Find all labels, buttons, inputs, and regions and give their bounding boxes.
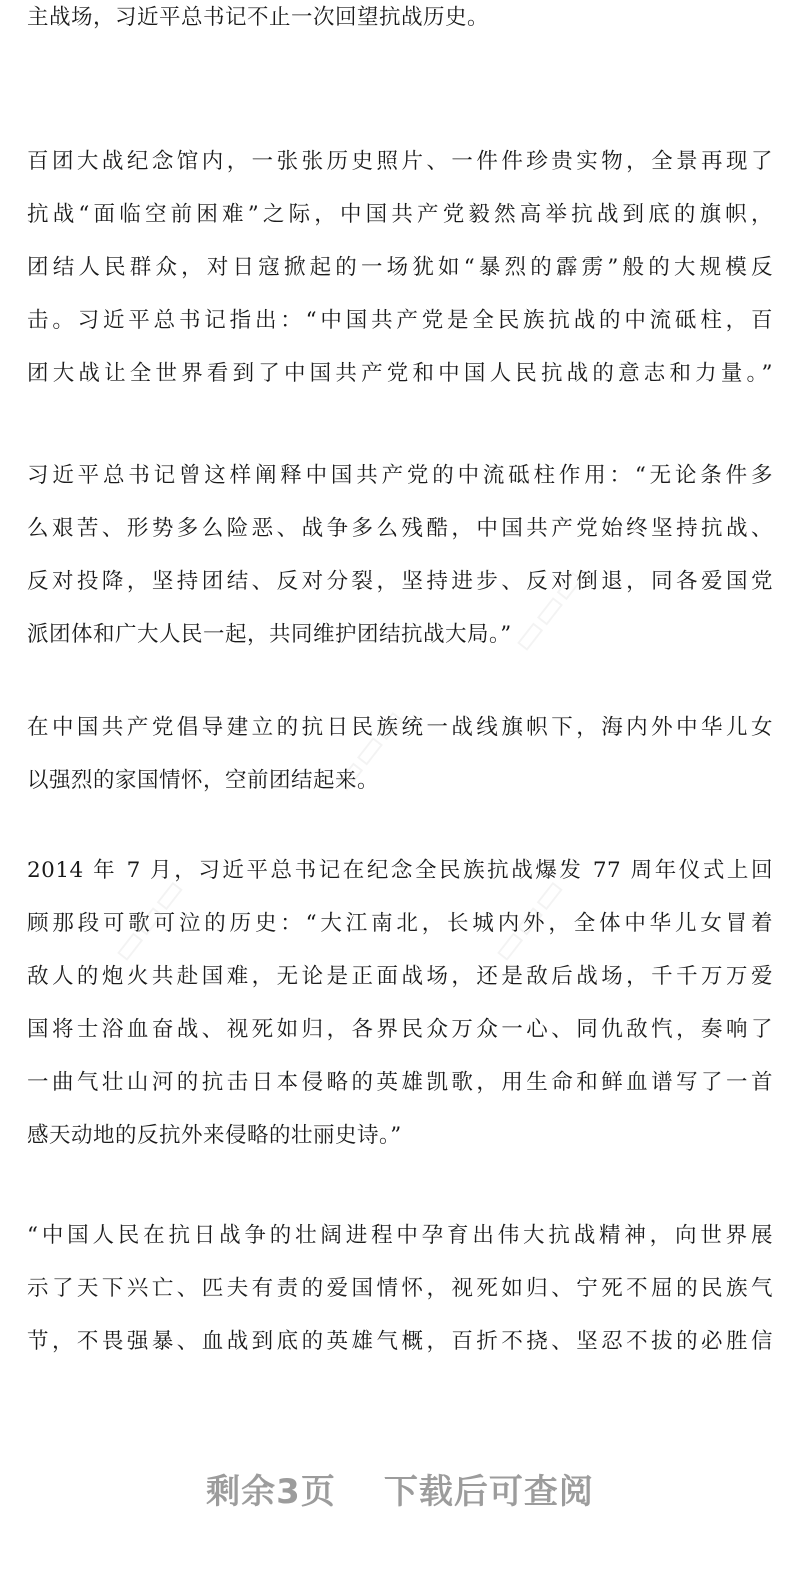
paragraph-line: 么艰苦、形势多么险恶、战争多么残酷，中国共产党始终坚持抗战、 (27, 516, 773, 541)
watermark-mark: ▭▭▭ (502, 559, 594, 661)
paragraph-line: 以强烈的家国情怀，空前团结起来。 (27, 768, 380, 793)
paragraph-line: 在中国共产党倡导建立的抗日民族统一战线旗帜下，海内外中华儿女 (27, 715, 773, 740)
paragraph-line: 顾那段可歌可泣的历史：“大江南北，长城内外，全体中华儿女冒着 (27, 911, 773, 936)
paragraph-line: 击。习近平总书记指出：“中国共产党是全民族抗战的中流砥柱，百 (27, 308, 773, 333)
download-prompt[interactable] (0, 1462, 800, 1522)
paragraph-line: 团结人民群众，对日寇掀起的一场犹如“暴烈的霹雳”般的大规模反 (27, 255, 773, 280)
download-to-view-label: 下载后可查阅 (383, 1472, 594, 1512)
paragraph-line: 一曲气壮山河的抗击日本侵略的英雄凯歌，用生命和鲜血谱写了一首 (27, 1070, 773, 1095)
watermark-mark: ▭▭▭ (102, 869, 194, 971)
paragraph-line: 百团大战纪念馆内，一张张历史照片、一件件珍贵实物，全景再现了 (27, 149, 773, 174)
paragraph-line: 示了天下兴亡、匹夫有责的爱国情怀，视死如归、宁死不屈的民族气 (27, 1276, 773, 1301)
paragraph-line: 敌人的炮火共赴国难，无论是正面战场，还是敌后战场，千千万万爱 (27, 964, 773, 989)
paragraph-line: 节，不畏强暴、血战到底的英雄气概，百折不挠、坚忍不拔的必胜信 (27, 1329, 773, 1354)
paragraph-line: 反对投降，坚持团结、反对分裂，坚持进步、反对倒退，同各爱国党 (27, 569, 773, 594)
paragraph-line: “中国人民在抗日战争的壮阔进程中孕育出伟大抗战精神，向世界展 (27, 1223, 773, 1248)
paragraph-line: 团大战让全世界看到了中国共产党和中国人民抗战的意志和力量。” (27, 361, 773, 386)
paragraph-line: 主战场，习近平总书记不止一次回望抗战历史。 (27, 5, 490, 30)
watermark-mark: ▭▭▭ (482, 869, 574, 971)
paragraph-line: 2014 年 7 月，习近平总书记在纪念全民族抗战爆发 77 周年仪式上回 (27, 858, 773, 883)
remaining-pages-label: 剩余3页 (206, 1472, 336, 1512)
paragraph-line: 抗战“面临空前困难”之际，中国共产党毅然高举抗战到底的旗帜， (27, 202, 773, 227)
paragraph-line: 习近平总书记曾这样阐释中国共产党的中流砥柱作用：“无论条件多 (27, 463, 773, 488)
paragraph-line: 派团体和广大人民一起，共同维护团结抗战大局。” (27, 622, 512, 647)
paragraph-line: 国将士浴血奋战、视死如归，各界民众万众一心、同仇敌忾，奏响了 (27, 1017, 773, 1042)
watermark-mark: ▭▭▭ (322, 699, 414, 801)
paragraph-line: 感天动地的反抗外来侵略的壮丽史诗。” (27, 1123, 402, 1148)
